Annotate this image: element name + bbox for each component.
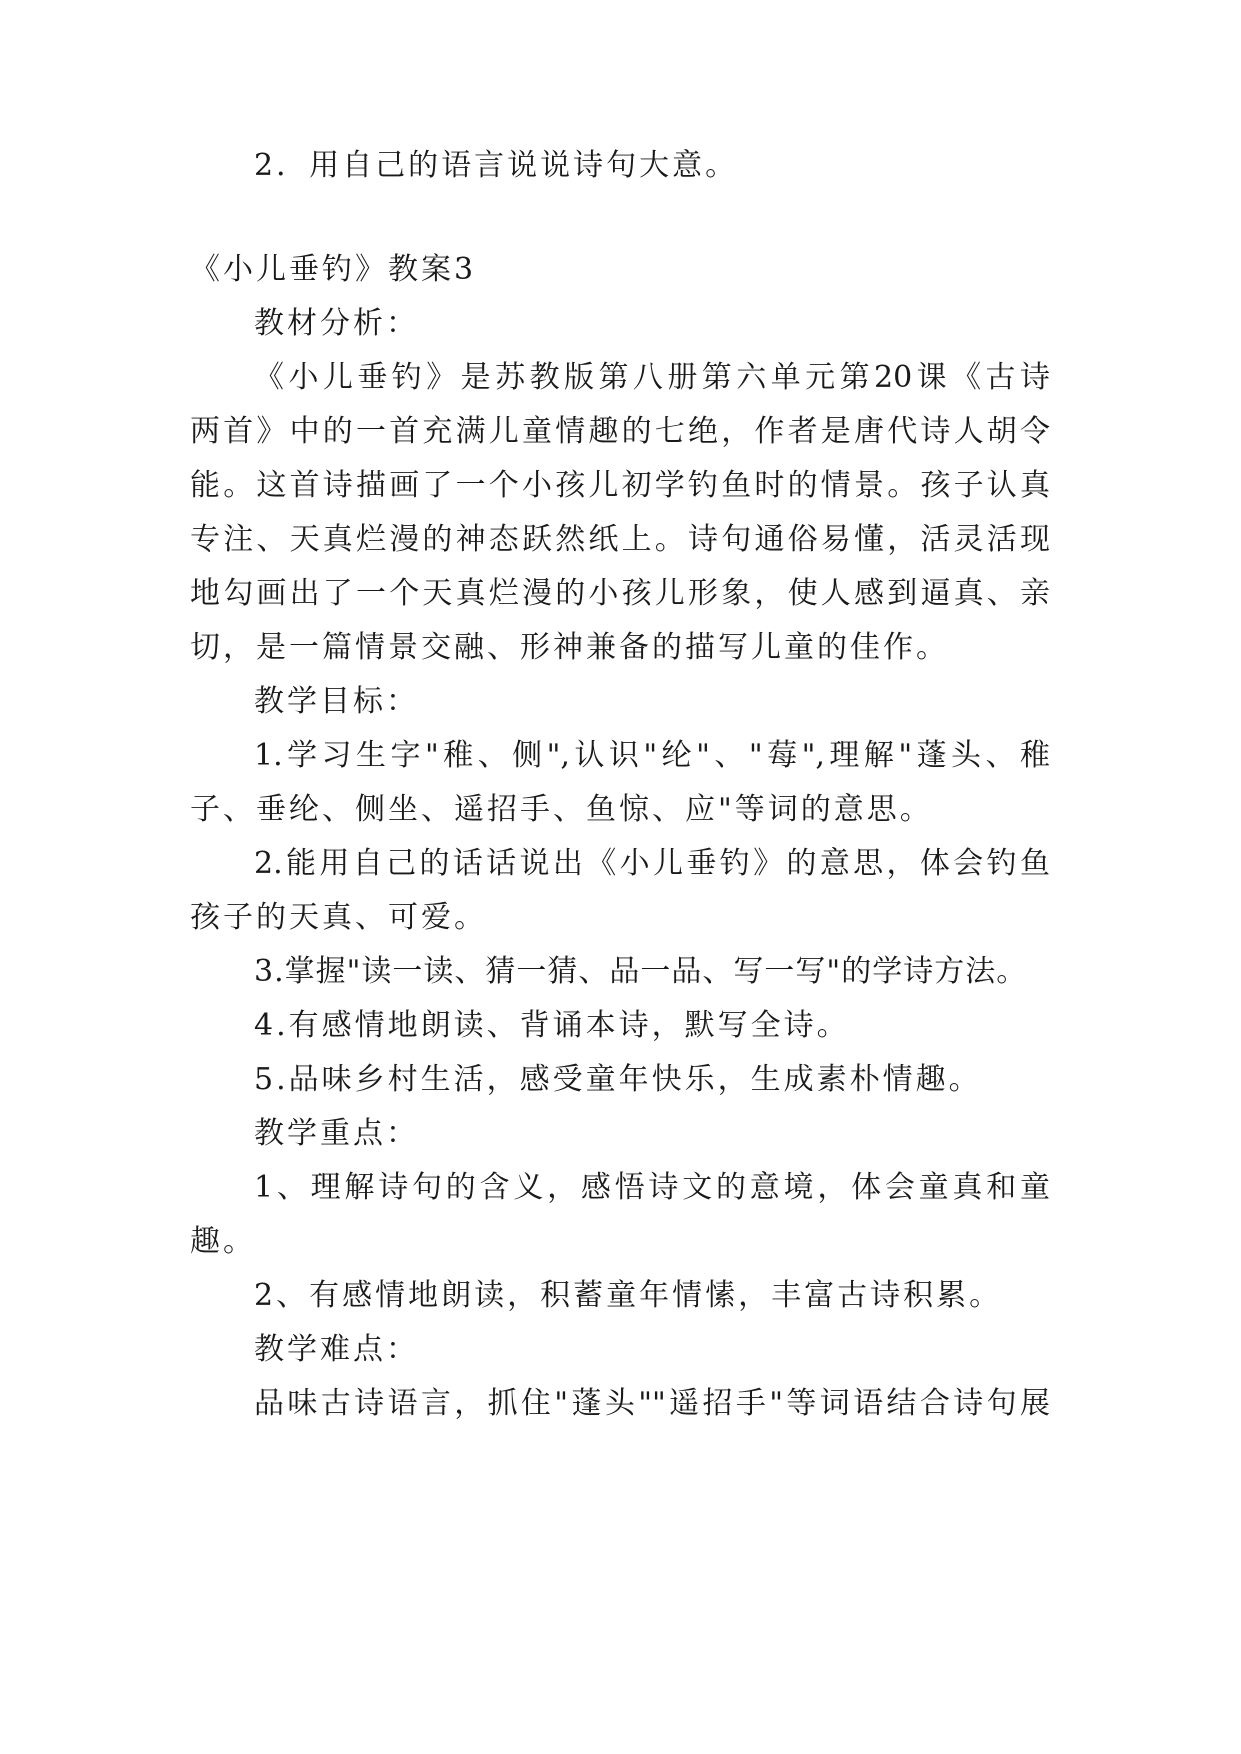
difficulty-paragraph-line: 品味古诗语言，抓住"蓬头""遥招手"等词语结合诗句展 xyxy=(254,1386,1050,1421)
heading-material-analysis: 教材分析： xyxy=(254,306,419,341)
focus-item-1-line: 1、理解诗句的含义，感悟诗文的意境，体会童真和童 xyxy=(254,1170,1050,1205)
focus-item-1-line: 趣。 xyxy=(190,1224,256,1259)
goal-item-3: 3.掌握"读一读、猜一猜、品一品、写一写"的学诗方法。 xyxy=(254,954,1028,989)
goal-item-1-line: 子、垂纶、侧坐、遥招手、鱼惊、应"等词的意思。 xyxy=(190,792,933,827)
heading-teaching-goals: 教学目标： xyxy=(254,684,419,719)
focus-item-2: 2、有感情地朗读，积蓄童年情愫，丰富古诗积累。 xyxy=(254,1278,1003,1313)
heading-teaching-focus: 教学重点： xyxy=(254,1116,419,1151)
paragraph-line: 切，是一篇情景交融、形神兼备的描写儿童的佳作。 xyxy=(190,630,949,665)
section-title: 《小儿垂钓》教案3 xyxy=(190,252,477,287)
goal-item-2-line: 孩子的天真、可爱。 xyxy=(190,900,487,935)
paragraph-line: 《小儿垂钓》是苏教版第八册第六单元第20课《古诗 xyxy=(254,360,1050,395)
goal-item-4: 4.有感情地朗读、背诵本诗，默写全诗。 xyxy=(254,1008,850,1043)
heading-teaching-difficulty: 教学难点： xyxy=(254,1332,419,1367)
goal-item-1-line: 1.学习生字"稚、侧",认识"纶"、"莓",理解"蓬头、稚 xyxy=(254,738,1050,773)
paragraph-line: 能。这首诗描画了一个小孩儿初学钓鱼时的情景。孩子认真 xyxy=(190,468,1050,503)
goal-item-5: 5.品味乡村生活，感受童年快乐，生成素朴情趣。 xyxy=(254,1062,982,1097)
paragraph-line: 专注、天真烂漫的神态跃然纸上。诗句通俗易懂，活灵活现 xyxy=(190,522,1050,557)
goal-item-2-line: 2.能用自己的话话说出《小儿垂钓》的意思，体会钓鱼 xyxy=(254,846,1050,881)
paragraph-line: 两首》中的一首充满儿童情趣的七绝，作者是唐代诗人胡令 xyxy=(190,414,1050,449)
paragraph-previous-item-2: 2．用自己的语言说说诗句大意。 xyxy=(254,148,739,183)
paragraph-line: 地勾画出了一个天真烂漫的小孩儿形象，使人感到逼真、亲 xyxy=(190,576,1050,611)
